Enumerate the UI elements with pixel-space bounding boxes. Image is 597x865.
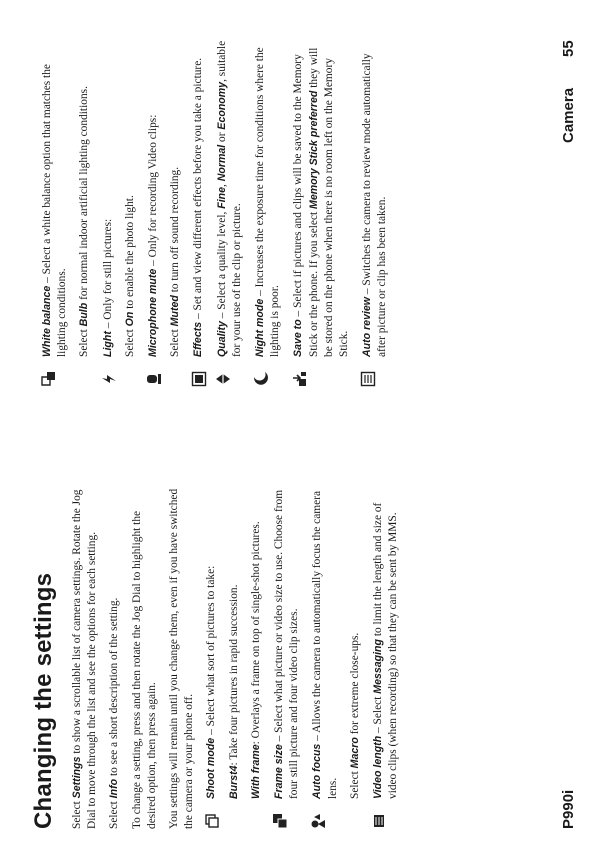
setting-term: Settings bbox=[71, 756, 83, 799]
intro-text bbox=[70, 477, 197, 829]
option-term: Muted bbox=[169, 295, 182, 327]
setting-description bbox=[204, 477, 219, 799]
setting-option bbox=[272, 477, 302, 829]
setting-term: Night mode bbox=[254, 298, 267, 357]
video-length-icon bbox=[371, 813, 387, 829]
paragraph-text: – Select a quality level, bbox=[215, 208, 228, 322]
setting-option bbox=[310, 477, 363, 829]
setting-description bbox=[191, 37, 206, 357]
setting-term: Microphone mute bbox=[147, 268, 160, 357]
setting-option bbox=[146, 37, 183, 387]
paragraph-text: Select bbox=[71, 798, 83, 829]
setting-description bbox=[146, 37, 161, 357]
setting-term: Quality bbox=[215, 321, 228, 357]
paragraph-text: – Increases the exposure time for conditions where the lighting is poor. bbox=[254, 47, 282, 357]
setting-term: Save to bbox=[292, 319, 305, 357]
option-term: Bulb bbox=[78, 302, 91, 327]
option-term: Macro bbox=[348, 737, 361, 769]
right-column bbox=[40, 37, 399, 387]
setting-option bbox=[191, 37, 206, 387]
paragraph-text: for extreme close-ups. bbox=[348, 632, 361, 738]
paragraph-text: : Overlays a frame on top of single-shot pictures. bbox=[249, 521, 262, 745]
paragraph-text: : Take four pictures in rapid succession. bbox=[227, 584, 240, 766]
paragraph-text: You settings will remain until you change them, even if you have switched the camera or your phone off. bbox=[168, 488, 196, 829]
paragraph-text: – Select what sort of pictures to take: bbox=[205, 565, 218, 738]
light-icon bbox=[101, 371, 117, 387]
setting-description bbox=[215, 37, 245, 357]
paragraph-text: – Only for still pictures: bbox=[101, 218, 114, 332]
left-options-list bbox=[204, 477, 401, 829]
paragraph-text: to limit the length and size of video clips (when recording) so that they can be sent by MMS. bbox=[372, 502, 400, 799]
setting-term: White balance bbox=[41, 285, 53, 357]
option-term: Fine bbox=[215, 187, 228, 209]
paragraph-text: – Switches the camera to review mode automatically after picture or clip has been taken. bbox=[361, 53, 389, 357]
save-to-icon bbox=[291, 371, 307, 387]
setting-term: Video length bbox=[372, 735, 385, 799]
setting-option bbox=[101, 37, 138, 387]
setting-option bbox=[371, 477, 401, 829]
frame-size-icon bbox=[272, 813, 288, 829]
paragraph-text: to turn off sound recording. bbox=[169, 166, 182, 296]
white-balance-icon bbox=[40, 371, 56, 387]
paragraph-text: , bbox=[215, 181, 228, 187]
footer-model: P990i bbox=[560, 789, 577, 829]
setting-option bbox=[215, 37, 245, 387]
setting-option bbox=[360, 37, 390, 387]
night-mode-icon bbox=[253, 371, 269, 387]
auto-focus-icon bbox=[310, 813, 326, 829]
auto-review-icon bbox=[360, 371, 376, 387]
intro-paragraph bbox=[107, 477, 122, 829]
setting-description bbox=[360, 37, 390, 357]
setting-description bbox=[101, 37, 116, 357]
setting-description bbox=[272, 477, 302, 799]
intro-paragraph bbox=[130, 477, 160, 829]
setting-description bbox=[249, 477, 264, 799]
paragraph-text: for normal indoor artificial lighting conditions. bbox=[78, 86, 91, 303]
paragraph-text: to see a short description of the setting. bbox=[108, 597, 121, 779]
setting-term: Effects bbox=[192, 321, 205, 357]
setting-term: Frame size bbox=[273, 744, 286, 799]
option-term: On bbox=[123, 311, 136, 327]
paragraph-text: – Select bbox=[372, 693, 385, 736]
setting-term: Auto review bbox=[361, 296, 374, 357]
setting-option bbox=[253, 37, 283, 387]
setting-term: Auto focus bbox=[311, 743, 324, 799]
setting-description bbox=[227, 477, 242, 799]
paragraph-text: – Allows the camera to automatically focus the camera lens. bbox=[311, 490, 339, 799]
paragraph-text: Select bbox=[78, 326, 91, 357]
footer-page-number: 55 bbox=[560, 40, 577, 57]
setting-term: Shoot mode bbox=[205, 737, 218, 799]
setting-option bbox=[204, 477, 264, 829]
paragraph-text: – Select if pictures and clips will be saved to the Memory Stick or the phone. If you select bbox=[292, 54, 320, 357]
intro-paragraph bbox=[167, 477, 197, 829]
microphone-mute-icon bbox=[146, 371, 162, 387]
paragraph-text: – Select what picture or video size to use. Choose from four still picture and four video clip sizes. bbox=[273, 489, 301, 799]
setting-option bbox=[291, 37, 352, 387]
left-column bbox=[30, 477, 409, 829]
setting-description bbox=[253, 37, 283, 357]
paragraph-text: – Select a white balance option that matches the lighting conditions. bbox=[41, 64, 69, 357]
setting-description bbox=[168, 37, 183, 357]
paragraph-text: Select bbox=[123, 326, 136, 357]
paragraph-text: , suitable for your use of the clip or picture. bbox=[215, 40, 243, 357]
page-title: Changing the settings bbox=[30, 572, 57, 829]
setting-term: With frame bbox=[249, 744, 262, 799]
setting-description bbox=[40, 37, 70, 357]
setting-option bbox=[40, 37, 93, 387]
quality-icon bbox=[215, 371, 231, 387]
right-options-list bbox=[40, 37, 391, 387]
setting-description bbox=[371, 477, 401, 799]
setting-description bbox=[123, 37, 138, 357]
paragraph-text: to show a scrollable list of camera settings. Rotate the Jog Dial to move through the list and see the options for each setting. bbox=[71, 489, 99, 829]
effects-icon bbox=[191, 371, 207, 387]
paragraph-text: Select bbox=[108, 798, 121, 829]
paragraph-text: Select bbox=[169, 326, 182, 357]
option-term: Normal bbox=[215, 144, 228, 182]
setting-term: Light bbox=[101, 331, 114, 357]
option-term: Memory Stick preferred bbox=[307, 90, 320, 209]
paragraph-text: or bbox=[215, 129, 228, 145]
paragraph-text: – Set and view different effects before you take a picture. bbox=[192, 57, 205, 322]
setting-description bbox=[348, 477, 363, 799]
intro-paragraph bbox=[70, 477, 100, 829]
footer-section: Camera bbox=[560, 87, 577, 143]
paragraph-text: Select bbox=[348, 768, 361, 799]
setting-term: Info bbox=[108, 778, 121, 799]
paragraph-text: To change a setting, press and then rotate the Jog Dial to highlight the desired option, then press again. bbox=[130, 510, 158, 829]
option-term: Economy bbox=[215, 81, 228, 130]
paragraph-text: they will be stored on the phone when there is no room left on the Memory Stick. bbox=[307, 47, 351, 357]
paragraph-text: to enable the photo light. bbox=[123, 195, 136, 312]
setting-term: Burst4 bbox=[227, 765, 240, 799]
setting-description bbox=[310, 477, 340, 799]
setting-description bbox=[291, 37, 352, 357]
paragraph-text: – Only for recording Video clips: bbox=[147, 114, 160, 269]
setting-description bbox=[77, 37, 92, 357]
shoot-mode-icon bbox=[204, 813, 220, 829]
option-term: Messaging bbox=[372, 639, 385, 694]
